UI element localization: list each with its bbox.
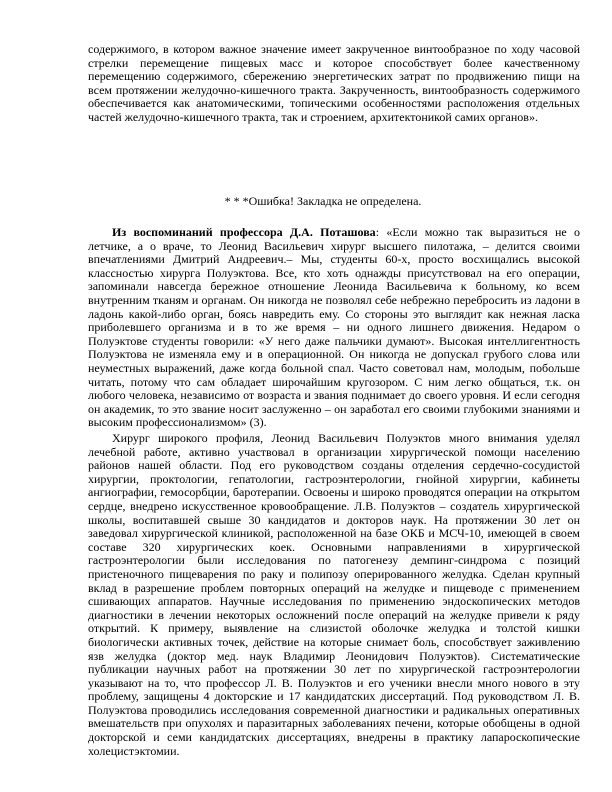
memoir-heading: Из воспоминаний профессора Д.А. Поташова [112, 225, 376, 239]
memoir-paragraph [88, 226, 580, 430]
memoir-text: : «Если можно так выразиться не о летчике, а о враче, то Леонид Васильевич хирург высшего пилотажа, – делится своими впечатлениями Дмитрий Андреевич.– Мы, студенты 60-х, просто восхищались высокой классностью хирурга Полуэктова. Все, кто хоть однажды присутствовал на его операции, запоминали навсегда бережное отношение Леонида Васильевича к больному, ко всем внутренним тканям и органам. Он никогда не позволял себе небрежно перебросить из ладони в ладонь какой-либо орган, боясь навредить ему. Со стороны это выглядит как нежная ласка приболевшего организма и в то же время – ни одного лишнего движения. Недаром о Полуэктове студенты говорили: «У него даже пальчики думают». Высокая интеллигентность Полуэктова не изменяла ему и в операционной. Он никогда не допускал грубого слова или неуместных выражений, даже когда больной спал. Часто советовал нам, молодым, побольше читать, потому что сам обладает широчайшим кругозором. С ним легко общаться, т.к. он любого человека, независимо от возраста и звания поднимает до своего уровня. И если сегодня он академик, то это звание носит заслуженно – он заработал его своими глубокими знаниями и высоким профессионализмом» (3). [88, 225, 581, 430]
bookmark-error-note: * * *Ошибка! Закладка не определена. [224, 194, 422, 208]
surgeon-paragraph: Хирург широкого профиля, Леонид Васильевич Полуэктов много внимания уделял лечебной работе, активно участвовал в организации хирургической помощи населению районов нашей области. Под его руководством созданы отделения сердечно-сосудистой хирургии, проктологии, гепатологии, гастроэнтерологии, гнойной хирургии, кабинеты ангиографии, гемосорбции, баротерапии. Освоены и широко проводятся операции на открытом сердце, внедрено искусственное кровообращение. Л.В. Полуэктов – создатель хирургической школы, воспитавшей свыше 30 кандидатов и докторов наук. На протяжении 30 лет он заведовал хирургической клиникой, расположенной на базе ОКБ и МСЧ-10, имеющей в своем составе 320 хирургических коек. Основными направлениями в хирургической гастроэнтерологии были исследования по патогенезу демпинг-синдрома с позиций пристеночного пищеварения по раку и полипозу оперированного желудка. Сделан крупный вклад в разрешение проблем повторных операций на желудке и пищеводе с применением сшивающих аппаратов. Научные исследования по применению эндоскопических методов диагностики в лечении некоторых осложнений после операций на желудке привели к ряду открытий. К примеру, выявление на слизистой оболочке желудка и толстой кишки биологически активных точек, действие на которые снимает боль, способствует заживлению язв желудка (доктор мед. наук Владимир Леонидович Полуэктов). Систематические публикации научных работ на протяжении 30 лет по хирургической гастроэнтерологии указывают на то, что профессор Л. В. Полуэктов и его ученики внесли много нового в эту проблему, защищены 4 докторские и 17 кандидатских диссертаций. Под руководством Л. В. Полуэктова проводились исследования современной диагностики и радикальных оперативных вмешательств при опухолях и паразитарных заболеваниях печени, которые обобщены в одной докторской и семи кандидатских диссертациях, внедрены в практику лапароскопические холецистэктомии. [88, 431, 580, 758]
intro-paragraph: содержимого, в котором важное значение имеет закрученное винтообразное по ходу часовой стрелки перемещение пищевых масс и которое способствует более качественному перемещению содержимого, сбережению энергетических затрат по продвижению пищи на всем протяжении желудочно-кишечного тракта. Закрученность, винтообразность содержимого обеспечивается как анатомическими, топическими особенностями расположения отдельных частей желудочно-кишечного тракта, так и строением, архитектоникой самих органов». [88, 42, 580, 124]
